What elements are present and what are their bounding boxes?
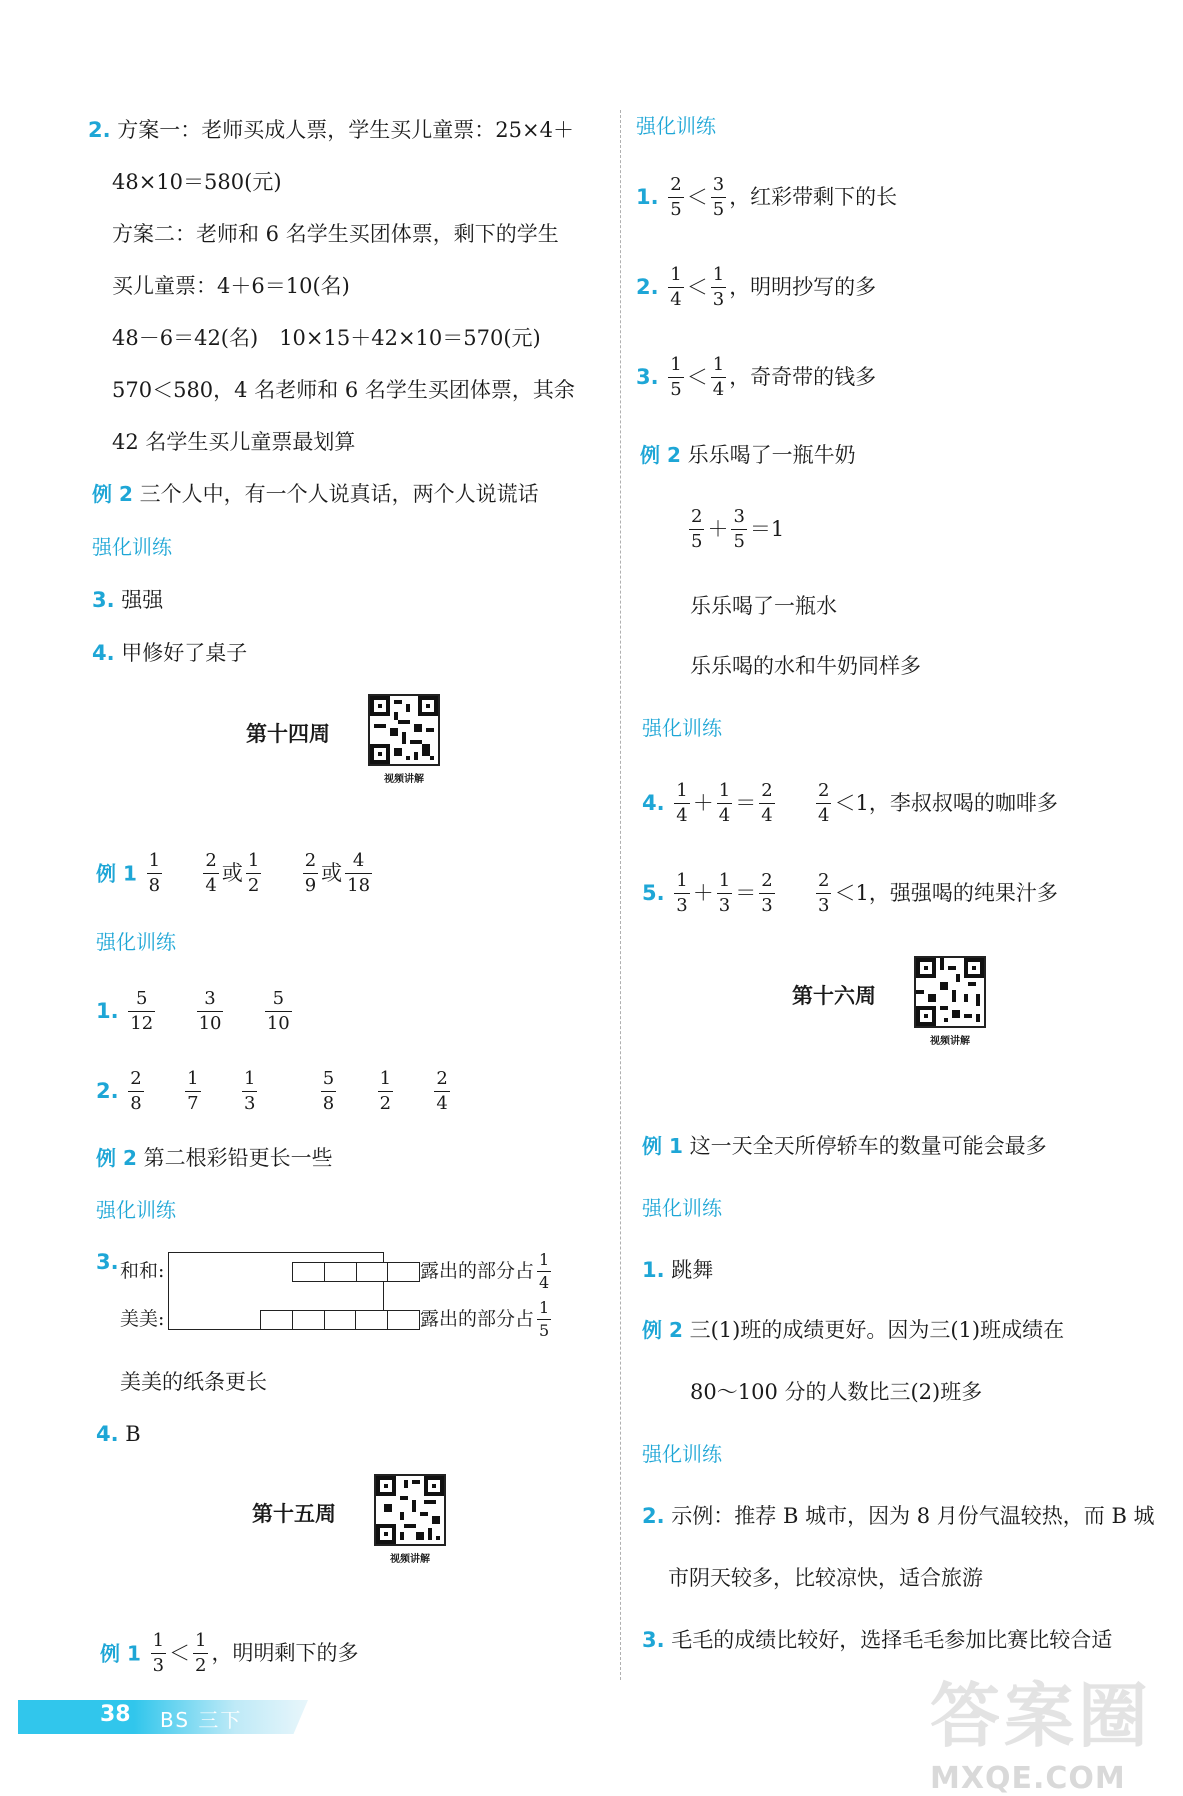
section-heading-training: 强化训练	[96, 930, 176, 954]
fraction: $\frac{2}{5}$	[670, 174, 682, 220]
strip-hehe	[292, 1262, 420, 1282]
left-q4	[92, 643, 247, 664]
week15-example1: 例 1 $\frac{1}{3}$ ＜ $\frac{1}{2}$ ，明明剩下的多	[100, 1630, 359, 1676]
answer-text: 示例：推荐 B 城市，因为 8 月份气温较热，而 B 城	[671, 1504, 1155, 1528]
right-example2-equation: $\frac{2}{5}$ ＋ $\frac{3}{5}$ ＝1	[691, 506, 785, 552]
answer-text: 毛毛的成绩比较好，选择毛毛参加比赛比较合适	[671, 1628, 1113, 1652]
fraction: $\frac{1}{4}$	[676, 780, 688, 826]
question-number: 1.	[96, 999, 119, 1023]
fraction: $\frac{1}{4}$	[670, 264, 682, 310]
column-divider	[620, 110, 621, 1680]
section-heading-training: 强化训练	[642, 716, 722, 740]
fraction: $\frac{1}{3}$	[712, 264, 725, 310]
question-number: 2.	[642, 1504, 665, 1528]
fraction: $\frac{5}{8}$	[322, 1068, 335, 1114]
week14-q4	[96, 1424, 141, 1445]
question-number: 3.	[92, 588, 115, 612]
label-meimei: 美美:	[120, 1308, 165, 1330]
watermark-logo: 答案圈	[930, 1675, 1152, 1757]
fraction: $\frac{3}{10}$	[198, 988, 222, 1034]
fraction: $\frac{2}{4}$	[761, 780, 773, 826]
fraction: $\frac{1}{7}$	[187, 1068, 199, 1114]
week16-example2-line1	[642, 1320, 1064, 1341]
fraction: $\frac{1}{3}$	[243, 1068, 256, 1114]
answer-text: 这一天全天所停轿车的数量可能会最多	[689, 1134, 1047, 1158]
section-heading-training: 强化训练	[636, 114, 716, 138]
section-heading-training: 强化训练	[96, 1198, 176, 1222]
question-number: 4.	[642, 791, 665, 815]
question-number: 5.	[642, 881, 665, 905]
fraction: $\frac{3}{5}$	[712, 174, 725, 220]
answer-text: 乐乐喝了一瓶牛奶	[687, 443, 856, 467]
answer-text: 三(1)班的成绩更好。因为三(1)班成绩在	[689, 1318, 1065, 1342]
question-number: 2.	[636, 275, 659, 299]
week14-example1: 例 1 $\frac{1}{8}$ $\frac{2}{4}$ 或 $\frac{1}{2}$ $\frac{2}{9}$ 或 $\frac{4}{18}$	[96, 850, 371, 896]
answer-text: 方案一：老师买成人票，学生买儿童票：25×4＋	[117, 118, 574, 142]
fraction: $\frac{2}{5}$	[691, 506, 703, 552]
left-q2-line6: 570＜580，4 名老师和 6 名学生买团体票，其余	[112, 378, 575, 402]
fraction: $\frac{1}{3}$	[676, 870, 688, 916]
fraction: $\frac{2}{4}$	[436, 1068, 448, 1114]
qr-caption: 视频讲解	[930, 1036, 970, 1047]
fraction: $\frac{2}{4}$	[205, 850, 217, 896]
question-number: 2.	[96, 1079, 119, 1103]
watermark	[930, 1660, 1152, 1796]
fraction: $\frac{2}{4}$	[818, 780, 830, 826]
fraction: $\frac{2}{3}$	[761, 870, 773, 916]
week16-example1	[642, 1136, 1047, 1157]
fraction: $\frac{1}{2}$	[247, 850, 260, 896]
answer-text: 跳舞	[671, 1258, 714, 1282]
week16-q2-line1	[642, 1506, 1155, 1527]
week14-example2	[96, 1148, 333, 1169]
qr-code-icon[interactable]	[914, 956, 986, 1028]
fraction: $\frac{3}{5}$	[733, 506, 745, 552]
question-number: 2.	[88, 118, 111, 142]
question-number: 1.	[642, 1258, 665, 1282]
exposed-label-meimei: 露出的部分占 $\frac{1}{5}$	[420, 1298, 550, 1340]
left-q2-line7: 42 名学生买儿童票最划算	[112, 430, 356, 454]
left-q2-line3: 方案二：老师和 6 名学生买团体票，剩下的学生	[112, 222, 559, 246]
right-q5: 5. $\frac{1}{3}$ ＋ $\frac{1}{3}$ ＝ $\frac{2}{3}$ $\frac{2}{3}$ ＜1，强强喝的纯果汁多	[642, 870, 1058, 916]
strip-meimei	[260, 1310, 420, 1330]
week16-example2-line2: 80～100 分的人数比三(2)班多	[690, 1380, 983, 1404]
week16-q1	[642, 1260, 713, 1281]
fraction: $\frac{2}{9}$	[304, 850, 317, 896]
page-number: 38	[100, 1702, 131, 1727]
fraction: $\frac{5}{10}$	[266, 988, 290, 1034]
fraction: $\frac{5}{12}$	[130, 988, 154, 1034]
fraction: $\frac{4}{18}$	[347, 850, 371, 896]
left-q2-line5: 48－6＝42(名) 10×15＋42×10＝570(元)	[112, 326, 541, 350]
week16-q3	[642, 1630, 1112, 1651]
left-q2-line2: 48×10＝580(元)	[112, 170, 282, 194]
example-label: 例 1	[642, 1134, 683, 1158]
week-15-title: 第十五周	[252, 1502, 336, 1526]
watermark-url: MXQE.COM	[930, 1761, 1126, 1796]
week-16-title: 第十六周	[792, 984, 876, 1008]
right-q3: 3. $\frac{1}{5}$ ＜ $\frac{1}{4}$ ，奇奇带的钱多	[636, 354, 877, 400]
qr-pattern	[376, 1476, 444, 1544]
fraction: $\frac{2}{8}$	[130, 1068, 142, 1114]
example-label: 例 1	[100, 1641, 141, 1666]
question-number: 4.	[92, 641, 115, 665]
week-14-title: 第十四周	[246, 722, 330, 746]
example-label: 例 2	[642, 1318, 683, 1342]
answer-text: 第二根彩铅更长一些	[143, 1146, 333, 1170]
example-label: 例 2	[92, 482, 133, 506]
left-q2-line4: 买儿童票：4＋6＝10(名)	[112, 274, 350, 298]
label-hehe: 和和:	[120, 1260, 165, 1282]
week14-q3-number: 3.	[96, 1250, 119, 1274]
fraction: $\frac{1}{3}$	[718, 870, 731, 916]
right-example2	[640, 445, 856, 466]
fraction: $\frac{1}{2}$	[379, 1068, 392, 1114]
question-number: 1.	[636, 185, 659, 209]
answer-text: 强强	[121, 588, 164, 612]
right-q2: 2. $\frac{1}{4}$ ＜ $\frac{1}{3}$ ，明明抄写的多	[636, 264, 877, 310]
question-number: 4.	[96, 1422, 119, 1446]
fraction: $\frac{1}{8}$	[148, 850, 161, 896]
qr-code-icon[interactable]	[368, 694, 440, 766]
question-number: 3.	[642, 1628, 665, 1652]
left-example2	[92, 484, 539, 505]
qr-caption: 视频讲解	[390, 1554, 430, 1565]
right-example2-line3: 乐乐喝的水和牛奶同样多	[690, 654, 921, 678]
fraction: $\frac{1}{4}$	[718, 780, 731, 826]
question-number: 3.	[636, 365, 659, 389]
fraction: $\frac{1}{3}$	[152, 1630, 165, 1676]
answer-text: B	[125, 1422, 141, 1446]
example-label: 例 2	[96, 1146, 137, 1170]
grade-label: BS 三下	[160, 1708, 243, 1732]
qr-code-icon[interactable]	[374, 1474, 446, 1546]
fraction: $\frac{1}{4}$	[712, 354, 725, 400]
week14-q2	[96, 1070, 453, 1113]
fraction: $\frac{1}{2}$	[195, 1630, 207, 1676]
qr-pattern	[916, 958, 984, 1026]
right-example2-line2: 乐乐喝了一瓶水	[690, 594, 837, 618]
right-q1: 1. $\frac{2}{5}$ ＜ $\frac{3}{5}$ ，红彩带剩下的长	[636, 174, 898, 220]
fraction: $\frac{2}{3}$	[818, 870, 830, 916]
qr-caption: 视频讲解	[384, 774, 424, 785]
left-q3	[92, 590, 163, 611]
example-label: 例 2	[640, 443, 681, 467]
fraction: $\frac{1}{4}$	[539, 1250, 550, 1292]
fraction: $\frac{1}{5}$	[539, 1298, 550, 1340]
week16-q2-line2: 市阴天较多，比较凉快，适合旅游	[668, 1566, 983, 1590]
right-q4: 4. $\frac{1}{4}$ ＋ $\frac{1}{4}$ ＝ $\frac{2}{4}$ $\frac{2}{4}$ ＜1，李叔叔喝的咖啡多	[642, 780, 1058, 826]
week14-q3-answer: 美美的纸条更长	[120, 1370, 267, 1394]
exposed-label-hehe: 露出的部分占 $\frac{1}{4}$	[420, 1250, 550, 1292]
qr-pattern	[370, 696, 438, 764]
section-heading-training: 强化训练	[92, 535, 172, 559]
section-heading-training: 强化训练	[642, 1442, 722, 1466]
week14-q1	[96, 990, 295, 1033]
fraction: $\frac{1}{5}$	[670, 354, 682, 400]
left-q2-line1	[88, 120, 574, 141]
example-label: 例 1	[96, 861, 137, 886]
answer-text: 三个人中，有一个人说真话，两个人说谎话	[139, 482, 539, 506]
answer-text: 甲修好了桌子	[121, 641, 248, 665]
section-heading-training: 强化训练	[642, 1196, 722, 1220]
